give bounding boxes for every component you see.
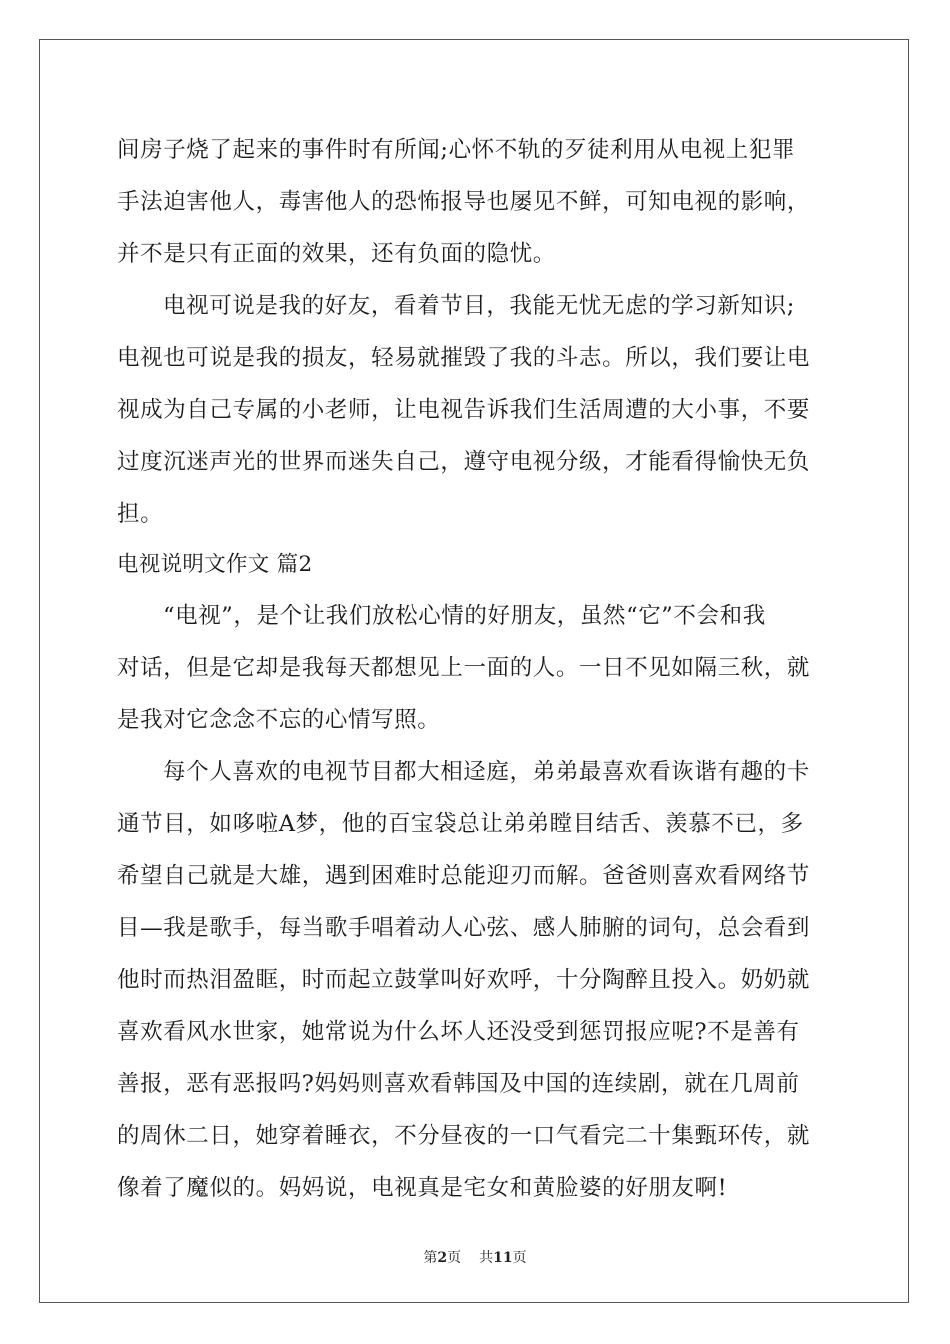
text-line: 像着了魔似的。妈妈说，电视真是宅女和黄脸婆的好朋友啊!: [117, 1175, 728, 1201]
text-line: 间房子烧了起来的事件时有所闻;心怀不轨的歹徒利用从电视上犯罪: [117, 137, 796, 163]
text-line: 的周休二日，她穿着睡衣，不分昼夜的一口气看完二十集甄环传，就: [117, 1123, 811, 1149]
text-line: 电视也可说是我的损友，轻易就摧毁了我的斗志。所以，我们要让电: [117, 345, 811, 371]
text-line: 希望自己就是大雄，遇到困难时总能迎刃而解。爸爸则喜欢看网络节: [117, 863, 811, 889]
text-line: 每个人喜欢的电视节目都大相迳庭，弟弟最喜欢看诙谐有趣的卡: [163, 759, 810, 785]
text-line: 手法迫害他人，毒害他人的恐怖报导也屡见不鲜，可知电视的影响，: [117, 189, 811, 215]
text-line: 是我对它念念不忘的心情写照。: [117, 707, 441, 733]
section-heading: 电视说明文作文 篇2: [117, 552, 313, 577]
text-line: 喜欢看风水世家，她常说为什么坏人还没受到惩罚报应呢?不是善有: [117, 1019, 800, 1045]
text-line: 担。: [117, 501, 164, 527]
text-line: 目—我是歌手，每当歌手唱着动人心弦、感人肺腑的词句，总会看到: [117, 915, 811, 941]
paragraph-3: [117, 590, 833, 746]
paragraph-1: [117, 124, 833, 280]
page-number: 第2页: [423, 1250, 462, 1266]
text-line: 善报，恶有恶报吗?妈妈则喜欢看韩国及中国的连续剧，就在几周前: [117, 1071, 800, 1097]
document-body: [117, 124, 833, 1214]
text-line: 视成为自己专属的小老师，让电视告诉我们生活周遭的大小事，不要: [117, 397, 811, 423]
paragraph-4: [117, 746, 833, 1214]
text-line: “电视”，是个让我们放松心情的好朋友，虽然“它”不会和我: [163, 603, 766, 629]
page-footer: [0, 1248, 950, 1268]
page-total: 共11页: [479, 1250, 527, 1266]
text-line: 对话，但是它却是我每天都想见上一面的人。一日不见如隔三秋，就: [117, 655, 811, 681]
text-line: 过度沉迷声光的世界而迷失自己，遵守电视分级，才能看得愉快无负: [117, 449, 811, 475]
paragraph-2: [117, 280, 833, 540]
text-line: 通节目，如哆啦A梦，他的百宝袋总让弟弟瞠目结舌、羡慕不已，多: [117, 811, 804, 837]
text-line: 并不是只有正面的效果，还有负面的隐忧。: [117, 241, 556, 267]
text-line: 他时而热泪盈眶，时而起立鼓掌叫好欢呼，十分陶醉且投入。奶奶就: [117, 967, 811, 993]
text-line: 电视可说是我的好友，看着节目，我能无忧无虑的学习新知识;: [163, 293, 795, 319]
